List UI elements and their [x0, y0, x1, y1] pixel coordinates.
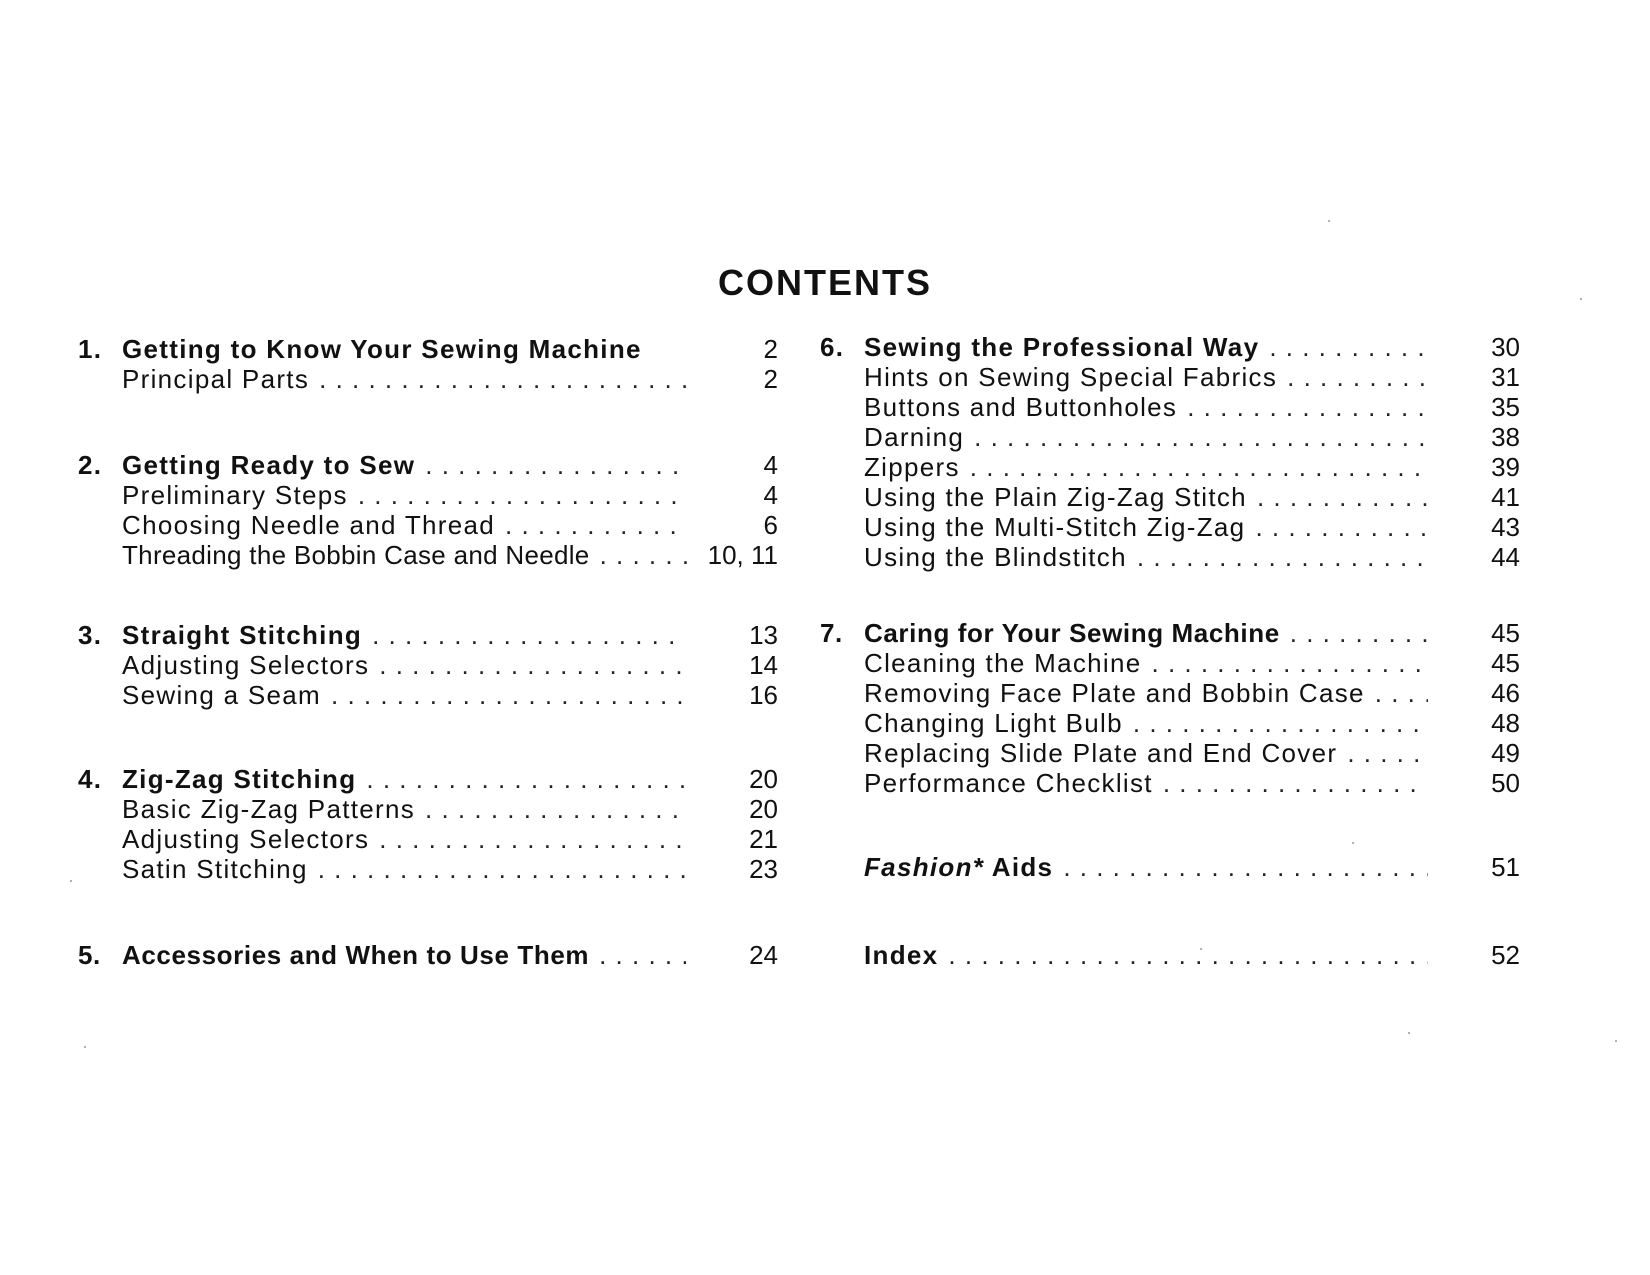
entry-label: Zippers: [864, 452, 960, 482]
dot-leader: [425, 794, 686, 825]
dot-leader: [372, 620, 686, 651]
page-number: 45: [1491, 648, 1520, 678]
page-number: 35: [1491, 392, 1520, 422]
toc-section-3[interactable]: [78, 620, 778, 650]
dot-leader: [358, 480, 686, 511]
toc-fashion-aids[interactable]: [820, 852, 1520, 882]
toc-entry[interactable]: [78, 794, 778, 824]
toc-entry[interactable]: [820, 768, 1520, 798]
page-number: 41: [1491, 482, 1520, 512]
page-number: 52: [1491, 940, 1520, 970]
toc-entry[interactable]: [78, 854, 778, 884]
page-number: 24: [749, 940, 778, 970]
section-number: 4.: [78, 764, 103, 794]
toc-entry[interactable]: [78, 540, 778, 570]
entry-label: Using the Blindstitch: [864, 542, 1127, 572]
section-title: Sewing the Professional Way: [864, 332, 1260, 362]
dot-leader: [1187, 392, 1428, 423]
fashion-trademark-label: Fashion*: [864, 852, 985, 882]
toc-section-5[interactable]: [78, 940, 778, 970]
entry-label: Preliminary Steps: [122, 480, 348, 510]
toc-entry[interactable]: [78, 824, 778, 854]
entry-label: Using the Multi-Stitch Zig-Zag: [864, 512, 1246, 542]
entry-label: Buttons and Buttonholes: [864, 392, 1178, 422]
page-number: 43: [1491, 512, 1520, 542]
dot-leader: [1137, 542, 1428, 573]
toc-section-1[interactable]: [78, 334, 778, 364]
toc-entry[interactable]: [820, 648, 1520, 678]
scan-speck: [1615, 1040, 1617, 1042]
page-number: 2: [763, 364, 778, 394]
toc-entry[interactable]: [820, 708, 1520, 738]
page-number: 23: [749, 854, 778, 884]
toc-entry[interactable]: [78, 480, 778, 510]
toc-index[interactable]: [820, 940, 1520, 970]
dot-leader: [1375, 678, 1428, 709]
entry-label: [864, 852, 1053, 883]
toc-entry[interactable]: [820, 512, 1520, 542]
aids-label: Aids: [984, 852, 1054, 882]
section-title: Zig-Zag Stitching: [122, 764, 357, 794]
page-number: 13: [749, 620, 778, 650]
page-number: 4: [763, 480, 778, 510]
entry-label: Choosing Needle and Thread: [122, 510, 496, 540]
dot-leader: [379, 650, 686, 681]
dot-leader: [1063, 852, 1428, 883]
page-number: 20: [749, 794, 778, 824]
entry-label: Threading the Bobbin Case and Needle: [122, 540, 590, 570]
entry-label: Adjusting Selectors: [122, 824, 370, 854]
scan-speck: [70, 880, 72, 882]
dot-leader: [331, 680, 686, 711]
section-title: Getting to Know Your Sewing Machine: [122, 334, 642, 364]
toc-entry[interactable]: [820, 738, 1520, 768]
toc-entry[interactable]: [820, 422, 1520, 452]
scan-speck: [1580, 298, 1582, 300]
entry-label: Hints on Sewing Special Fabrics: [864, 362, 1278, 392]
toc-entry[interactable]: [820, 542, 1520, 572]
toc-section-4[interactable]: [78, 764, 778, 794]
dot-leader: [319, 364, 686, 395]
toc-entry[interactable]: [820, 482, 1520, 512]
section-number: 7.: [820, 618, 843, 648]
toc-section-2[interactable]: [78, 450, 778, 480]
page-number: 14: [749, 650, 778, 680]
page-number: 49: [1491, 738, 1520, 768]
section-number: 2.: [78, 450, 103, 480]
section-title: Caring for Your Sewing Machine: [864, 618, 1280, 648]
entry-label: Principal Parts: [122, 364, 310, 394]
scan-speck: [1408, 1032, 1410, 1034]
entry-label: Index: [864, 940, 939, 970]
entry-label: Sewing a Seam: [122, 680, 322, 710]
dot-leader: [1257, 482, 1428, 513]
entry-label: Satin Stitching: [122, 854, 308, 884]
dot-leader: [366, 764, 686, 795]
scan-speck: [1200, 948, 1202, 950]
dot-leader: [1269, 332, 1428, 363]
toc-section-7[interactable]: [820, 618, 1520, 648]
dot-leader: [379, 824, 686, 855]
page-number: 39: [1491, 452, 1520, 482]
toc-entry[interactable]: [820, 678, 1520, 708]
page-number: 38: [1491, 422, 1520, 452]
scan-speck: [84, 1046, 86, 1048]
entry-label: Replacing Slide Plate and End Cover: [864, 738, 1338, 768]
page-number: 6: [763, 510, 778, 540]
page-number: 45: [1491, 618, 1520, 648]
dot-leader: [1287, 362, 1428, 393]
dot-leader: [1290, 618, 1428, 649]
toc-entry[interactable]: [78, 680, 778, 710]
entry-label: Darning: [864, 422, 965, 452]
section-number: 3.: [78, 620, 103, 650]
dot-leader: [1133, 708, 1428, 739]
entry-label: Cleaning the Machine: [864, 648, 1142, 678]
toc-entry[interactable]: [78, 650, 778, 680]
entry-label: Using the Plain Zig-Zag Stitch: [864, 482, 1247, 512]
dot-leader: [318, 854, 686, 885]
toc-entry[interactable]: [78, 510, 778, 540]
dot-leader: [970, 452, 1428, 483]
toc-entry[interactable]: [820, 362, 1520, 392]
dot-leader: [1163, 768, 1428, 799]
section-number: 5.: [78, 940, 101, 970]
page-number: 44: [1491, 542, 1520, 572]
dot-leader: [599, 940, 686, 971]
dot-leader: [1255, 512, 1428, 543]
dot-leader: [505, 510, 686, 541]
page-number: 21: [749, 824, 778, 854]
dot-leader: [1347, 738, 1428, 769]
page-number: 2: [763, 334, 778, 364]
page-number: 30: [1491, 332, 1520, 362]
page-number: 46: [1491, 678, 1520, 708]
toc-entry[interactable]: [820, 392, 1520, 422]
entry-label: Removing Face Plate and Bobbin Case: [864, 678, 1365, 708]
page-number: 31: [1491, 362, 1520, 392]
entry-label: Changing Light Bulb: [864, 708, 1123, 738]
dot-leader: [600, 540, 692, 571]
section-title: Accessories and When to Use Them: [122, 940, 590, 970]
dot-leader: [1152, 648, 1429, 679]
section-title: Straight Stitching: [122, 620, 363, 650]
page-number: 20: [749, 764, 778, 794]
page-number: 4: [763, 450, 778, 480]
section-number: 6.: [820, 332, 845, 362]
page-number: 48: [1491, 708, 1520, 738]
page-number: 50: [1491, 768, 1520, 798]
section-title: Getting Ready to Sew: [122, 450, 416, 480]
scan-speck: [1328, 220, 1330, 222]
toc-entry[interactable]: [78, 364, 778, 394]
dot-leader: [425, 450, 686, 481]
scan-speck: [1352, 842, 1354, 844]
page-title: CONTENTS: [718, 262, 932, 303]
page-number: 51: [1491, 852, 1520, 882]
entry-label: Adjusting Selectors: [122, 650, 370, 680]
toc-entry[interactable]: [820, 452, 1520, 482]
page-number: 16: [749, 680, 778, 710]
toc-section-6[interactable]: [820, 332, 1520, 362]
entry-label: Basic Zig-Zag Patterns: [122, 794, 416, 824]
section-number: 1.: [78, 334, 103, 364]
entry-label: Performance Checklist: [864, 768, 1153, 798]
page-number: 10, 11: [707, 540, 778, 570]
dot-leader: [974, 422, 1428, 453]
dot-leader: [948, 940, 1428, 971]
